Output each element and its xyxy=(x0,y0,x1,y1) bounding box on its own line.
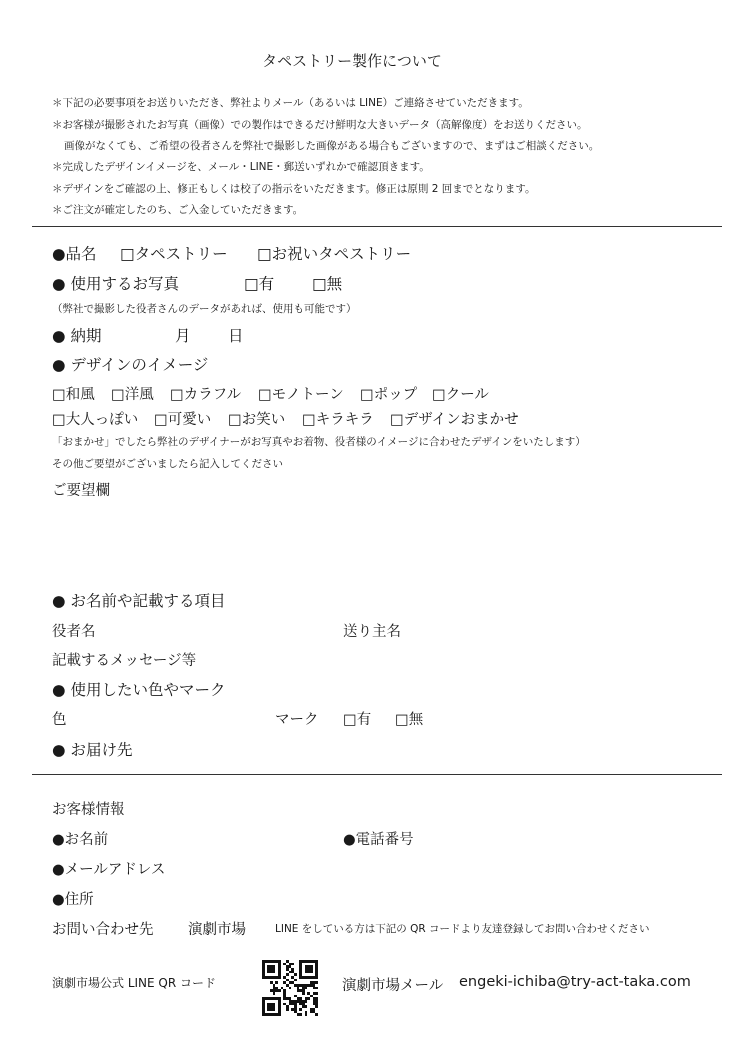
design-request-note: その他ご要望がございましたら記入してください xyxy=(52,458,283,470)
line-qr-code[interactable] xyxy=(262,960,318,1016)
company-name: 演劇市場 xyxy=(188,922,246,938)
delivery-month: 月 xyxy=(175,327,191,345)
design-omakase-note: 「おまかせ」でしたら弊社のデザイナーがお写真やお着物、役者様のイメージに合わせたデザインをいたします） xyxy=(52,436,586,448)
design-option-pop[interactable]: □ポップ xyxy=(360,387,418,403)
mark-label: マーク xyxy=(275,712,319,728)
message-field: 記載するメッセージ等 xyxy=(52,653,197,669)
divider-top xyxy=(32,226,722,227)
mark-option-yes[interactable]: □有 xyxy=(343,712,372,728)
note-6: ＊ご注文が確定したのち、ご入金していただきます。 xyxy=(52,204,304,216)
destination-label: ● お届け先 xyxy=(52,741,133,759)
request-field-label: ご要望欄 xyxy=(52,483,110,499)
note-1: ＊下記の必要事項をお送りいただき、弊社よりメール（あるいは LINE）ご連絡させていただきます。 xyxy=(52,97,529,109)
photo-option-no[interactable]: □無 xyxy=(312,275,343,293)
note-5: ＊デザインをご確認の上、修正もしくは校了の指示をいただきます。修正は原則 2 回までとなります。 xyxy=(52,183,536,195)
names-label: ● お名前や記載する項目 xyxy=(52,592,226,610)
product-label: ●品名 xyxy=(52,245,97,263)
design-option-otonappoi[interactable]: □大人っぽい xyxy=(52,412,139,428)
photo-label: ● 使用するお写真 xyxy=(52,275,179,293)
delivery-day: 日 xyxy=(228,327,244,345)
customer-name-field: ●お名前 xyxy=(52,832,109,848)
design-option-kawaii[interactable]: □可愛い xyxy=(154,412,212,428)
divider-bottom xyxy=(32,774,722,775)
qr-label: 演劇市場公式 LINE QR コード xyxy=(52,976,217,990)
line-note: LINE をしている方は下記の QR コードより友達登録してお問い合わせください xyxy=(275,923,650,935)
mark-option-no[interactable]: □無 xyxy=(395,712,424,728)
product-option-celebration[interactable]: □お祝いタペストリー xyxy=(257,245,412,263)
design-option-kirakira[interactable]: □キラキラ xyxy=(302,412,374,428)
product-option-tapestry[interactable]: □タペストリー xyxy=(120,245,228,263)
color-field: 色 xyxy=(52,712,67,728)
design-option-wafu[interactable]: □和風 xyxy=(52,387,95,403)
customer-email-field: ●メールアドレス xyxy=(52,862,166,878)
customer-heading: お客様情報 xyxy=(52,802,125,818)
contact-email-link[interactable]: engeki-ichiba@try-act-taka.com xyxy=(459,974,691,990)
contact-label: お問い合わせ先 xyxy=(52,922,154,938)
design-option-cool[interactable]: □クール xyxy=(432,387,489,403)
photo-note: （弊社で撮影した役者さんのデータがあれば、使用も可能です） xyxy=(52,303,357,315)
mail-label: 演劇市場メール xyxy=(342,978,444,994)
note-2: ＊お客様が撮影されたお写真（画像）での製作はできるだけ鮮明な大きいデータ（高解像度）をお送りください。 xyxy=(52,119,588,131)
delivery-label: ● 納期 xyxy=(52,327,102,345)
design-option-omakase[interactable]: □デザインおまかせ xyxy=(390,412,519,428)
note-4: ＊完成したデザインイメージを、メール・LINE・郵送いずれかで確認頂きます。 xyxy=(52,161,430,173)
design-option-monotone[interactable]: □モノトーン xyxy=(258,387,344,403)
sender-name-field: 送り主名 xyxy=(343,624,401,640)
design-option-owarai[interactable]: □お笑い xyxy=(228,412,286,428)
customer-address-field: ●住所 xyxy=(52,892,94,908)
actor-name-field: 役者名 xyxy=(52,624,96,640)
colors-label: ● 使用したい色やマーク xyxy=(52,681,226,699)
note-3: 画像がなくても、ご希望の役者さんを弊社で撮影した画像がある場合もございますので、まずはご相談ください。 xyxy=(64,140,600,152)
design-label: ● デザインのイメージ xyxy=(52,356,209,374)
customer-phone-field: ●電話番号 xyxy=(343,832,414,848)
design-option-colorful[interactable]: □カラフル xyxy=(170,387,242,403)
page-title: タペストリー製作について xyxy=(262,52,442,70)
design-option-yofu[interactable]: □洋風 xyxy=(111,387,154,403)
photo-option-yes[interactable]: □有 xyxy=(244,275,275,293)
